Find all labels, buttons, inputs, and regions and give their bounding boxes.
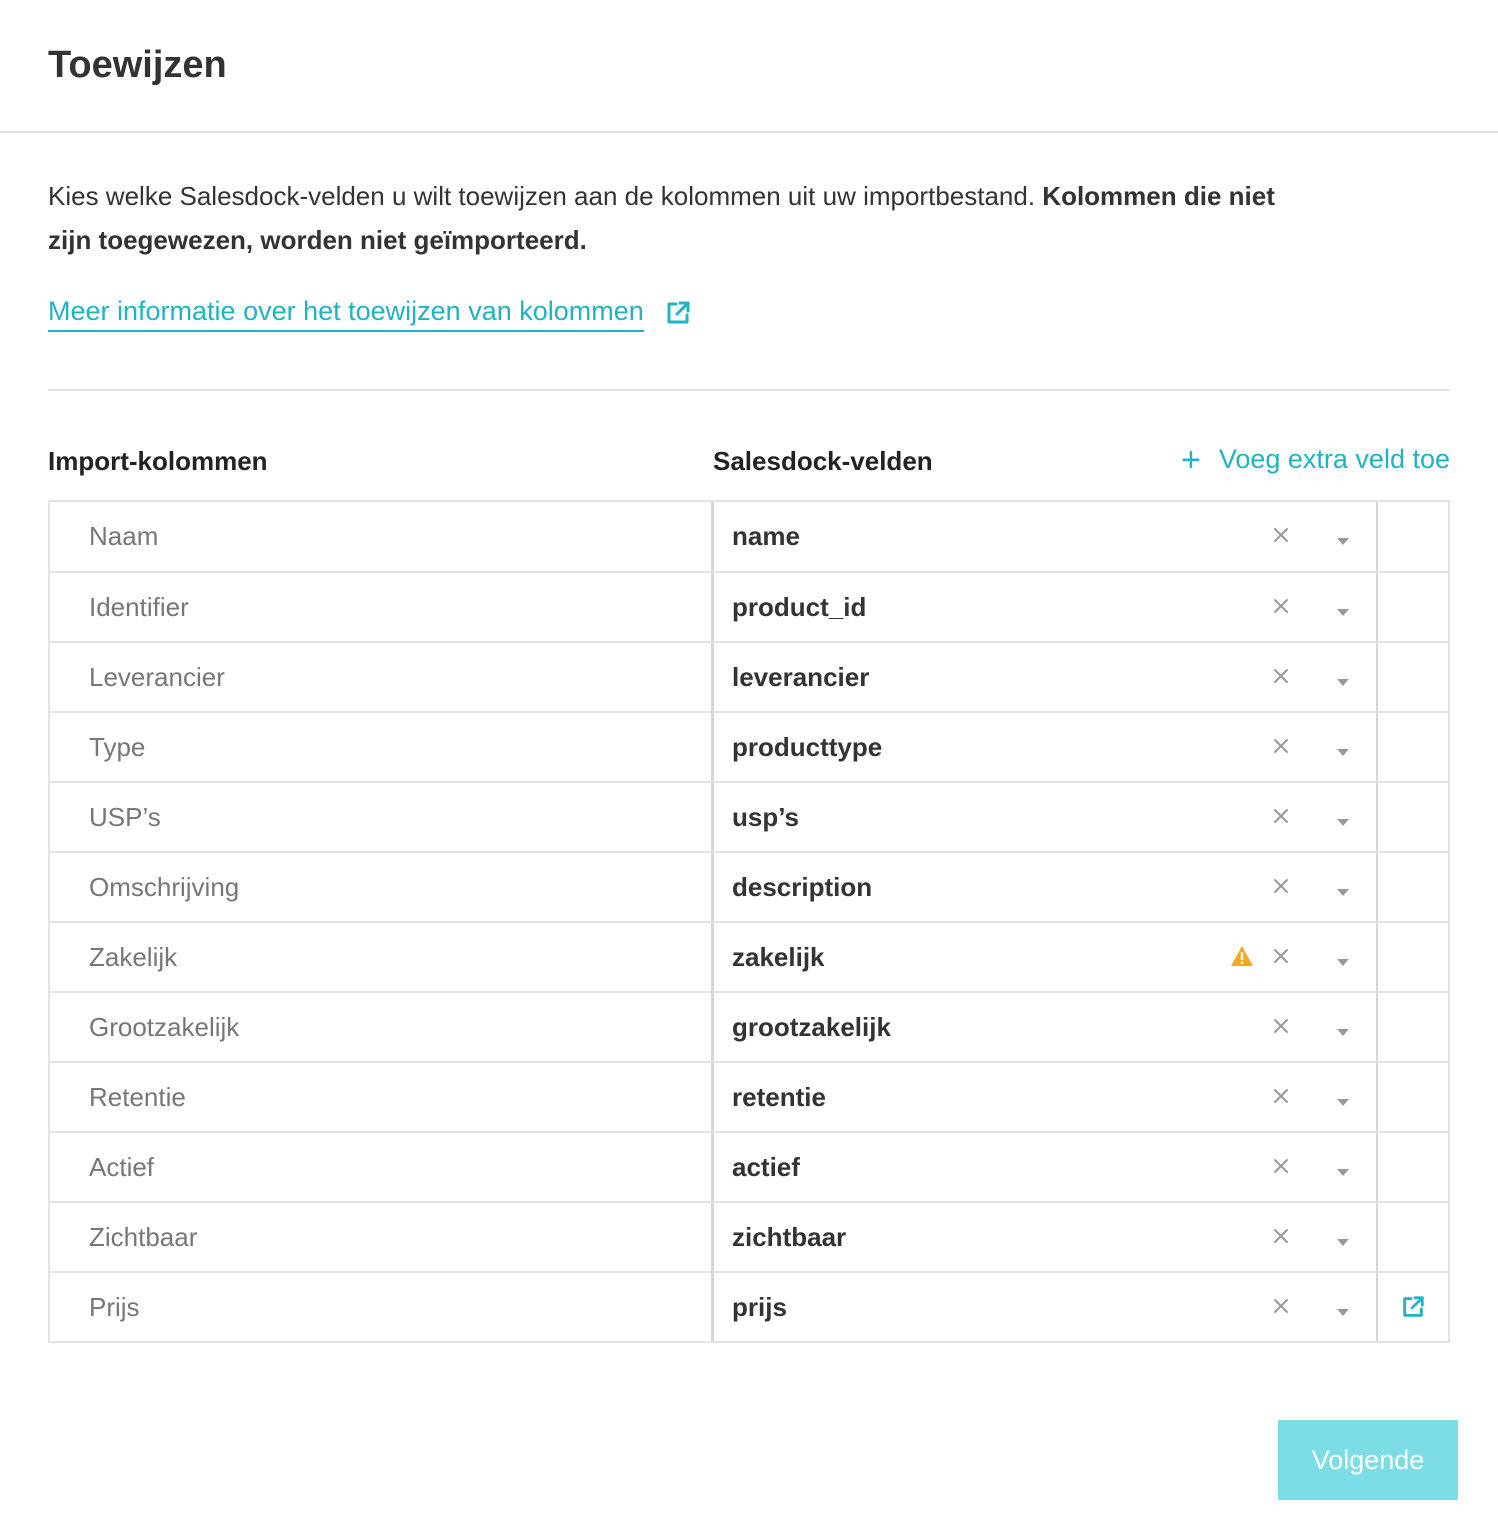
import-column-name: Actief xyxy=(50,1133,714,1201)
field-select-value: producttype xyxy=(732,731,883,762)
field-select[interactable] xyxy=(714,853,1378,921)
clear-icon[interactable] xyxy=(1272,1227,1290,1245)
info-link-label: Meer informatie over het toewijzen van kolommen xyxy=(48,294,644,332)
chevron-down-icon[interactable] xyxy=(1336,533,1350,542)
import-column-name: Naam xyxy=(50,502,714,571)
field-select[interactable] xyxy=(714,923,1378,991)
import-column-name: Leverancier xyxy=(50,643,714,711)
field-select[interactable] xyxy=(714,1063,1378,1131)
field-select-value: zichtbaar xyxy=(732,1221,847,1252)
intro-regular-text: Kies welke Salesdock-velden u wilt toewijzen aan de kolommen uit uw importbestand. xyxy=(48,181,1043,211)
chevron-down-icon[interactable] xyxy=(1336,1234,1350,1243)
intro-text xyxy=(48,174,1308,262)
field-select[interactable] xyxy=(714,573,1378,641)
chevron-down-icon[interactable] xyxy=(1336,954,1350,963)
row-action-cell xyxy=(1378,502,1448,571)
clear-icon[interactable] xyxy=(1272,877,1290,895)
mapping-row xyxy=(50,1131,1448,1201)
clear-icon[interactable] xyxy=(1272,526,1290,544)
import-column-name: Prijs xyxy=(50,1273,714,1341)
clear-icon[interactable] xyxy=(1272,1087,1290,1105)
mapping-row xyxy=(50,921,1448,991)
section-divider xyxy=(48,389,1450,391)
row-action-cell xyxy=(1378,853,1448,921)
row-action-cell xyxy=(1378,1133,1448,1201)
mapping-row xyxy=(50,1201,1448,1271)
add-field-button[interactable] xyxy=(1180,440,1450,479)
row-action-cell xyxy=(1378,643,1448,711)
chevron-down-icon[interactable] xyxy=(1336,1304,1350,1313)
import-column-name: USP’s xyxy=(50,783,714,851)
next-button[interactable]: Volgende xyxy=(1278,1420,1458,1500)
import-column-name: Type xyxy=(50,713,714,781)
mapping-row xyxy=(50,641,1448,711)
field-select[interactable] xyxy=(714,993,1378,1061)
field-select-value: retentie xyxy=(732,1081,826,1112)
import-columns-header: Import-kolommen xyxy=(48,446,268,476)
info-link[interactable] xyxy=(48,294,692,332)
field-select-value: actief xyxy=(732,1151,800,1182)
field-select[interactable] xyxy=(714,1203,1378,1271)
page-title: Toewijzen xyxy=(48,44,227,86)
field-select-value: usp’s xyxy=(732,801,799,832)
chevron-down-icon[interactable] xyxy=(1336,744,1350,753)
chevron-down-icon[interactable] xyxy=(1336,1094,1350,1103)
row-action-cell xyxy=(1378,573,1448,641)
mapping-row xyxy=(50,571,1448,641)
field-select[interactable] xyxy=(714,713,1378,781)
page-header xyxy=(0,0,1498,133)
clear-icon[interactable] xyxy=(1272,1297,1290,1315)
mapping-row xyxy=(50,1271,1448,1341)
intro-bold-text: Kolommen die niet zijn toegewezen, worden niet geïmporteerd. xyxy=(48,181,1275,255)
field-select-value: prijs xyxy=(732,1291,787,1322)
row-action-cell xyxy=(1378,783,1448,851)
chevron-down-icon[interactable] xyxy=(1336,1164,1350,1173)
clear-icon[interactable] xyxy=(1272,667,1290,685)
row-action-cell xyxy=(1378,993,1448,1061)
field-select[interactable] xyxy=(714,783,1378,851)
field-select[interactable] xyxy=(714,502,1378,571)
field-select-value: product_id xyxy=(732,591,867,622)
import-column-name: Retentie xyxy=(50,1063,714,1131)
salesdock-fields-header: Salesdock-velden xyxy=(713,446,933,476)
warning-icon xyxy=(1230,945,1254,967)
row-action-cell xyxy=(1378,1203,1448,1271)
chevron-down-icon[interactable] xyxy=(1336,1024,1350,1033)
field-select[interactable] xyxy=(714,643,1378,711)
clear-icon[interactable] xyxy=(1272,1017,1290,1035)
field-select-value: grootzakelijk xyxy=(732,1011,891,1042)
chevron-down-icon[interactable] xyxy=(1336,604,1350,613)
field-select-value: leverancier xyxy=(732,661,870,692)
external-link-icon[interactable] xyxy=(1400,1294,1426,1320)
import-column-name: Identifier xyxy=(50,573,714,641)
mapping-row xyxy=(50,502,1448,571)
import-column-name: Zakelijk xyxy=(50,923,714,991)
chevron-down-icon[interactable] xyxy=(1336,814,1350,823)
mapping-table xyxy=(48,500,1450,1343)
clear-icon[interactable] xyxy=(1272,807,1290,825)
chevron-down-icon[interactable] xyxy=(1336,674,1350,683)
field-select[interactable] xyxy=(714,1133,1378,1201)
import-column-name: Omschrijving xyxy=(50,853,714,921)
clear-icon[interactable] xyxy=(1272,737,1290,755)
external-link-icon xyxy=(664,299,692,327)
clear-icon[interactable] xyxy=(1272,1157,1290,1175)
mapping-row xyxy=(50,991,1448,1061)
mapping-row xyxy=(50,711,1448,781)
mapping-row xyxy=(50,1061,1448,1131)
field-select[interactable] xyxy=(714,1273,1378,1341)
field-select-value: description xyxy=(732,871,873,902)
field-select-value: zakelijk xyxy=(732,941,825,972)
row-action-cell xyxy=(1378,1273,1448,1341)
import-column-name: Grootzakelijk xyxy=(50,993,714,1061)
add-field-label: Voeg extra veld toe xyxy=(1218,444,1450,474)
field-select-value: name xyxy=(732,521,800,551)
mapping-row xyxy=(50,781,1448,851)
clear-icon[interactable] xyxy=(1272,597,1290,615)
plus-icon: + xyxy=(1180,440,1201,479)
row-action-cell xyxy=(1378,1063,1448,1131)
mapping-row xyxy=(50,851,1448,921)
chevron-down-icon[interactable] xyxy=(1336,884,1350,893)
clear-icon[interactable] xyxy=(1272,947,1290,965)
row-action-cell xyxy=(1378,713,1448,781)
row-action-cell xyxy=(1378,923,1448,991)
import-column-name: Zichtbaar xyxy=(50,1203,714,1271)
